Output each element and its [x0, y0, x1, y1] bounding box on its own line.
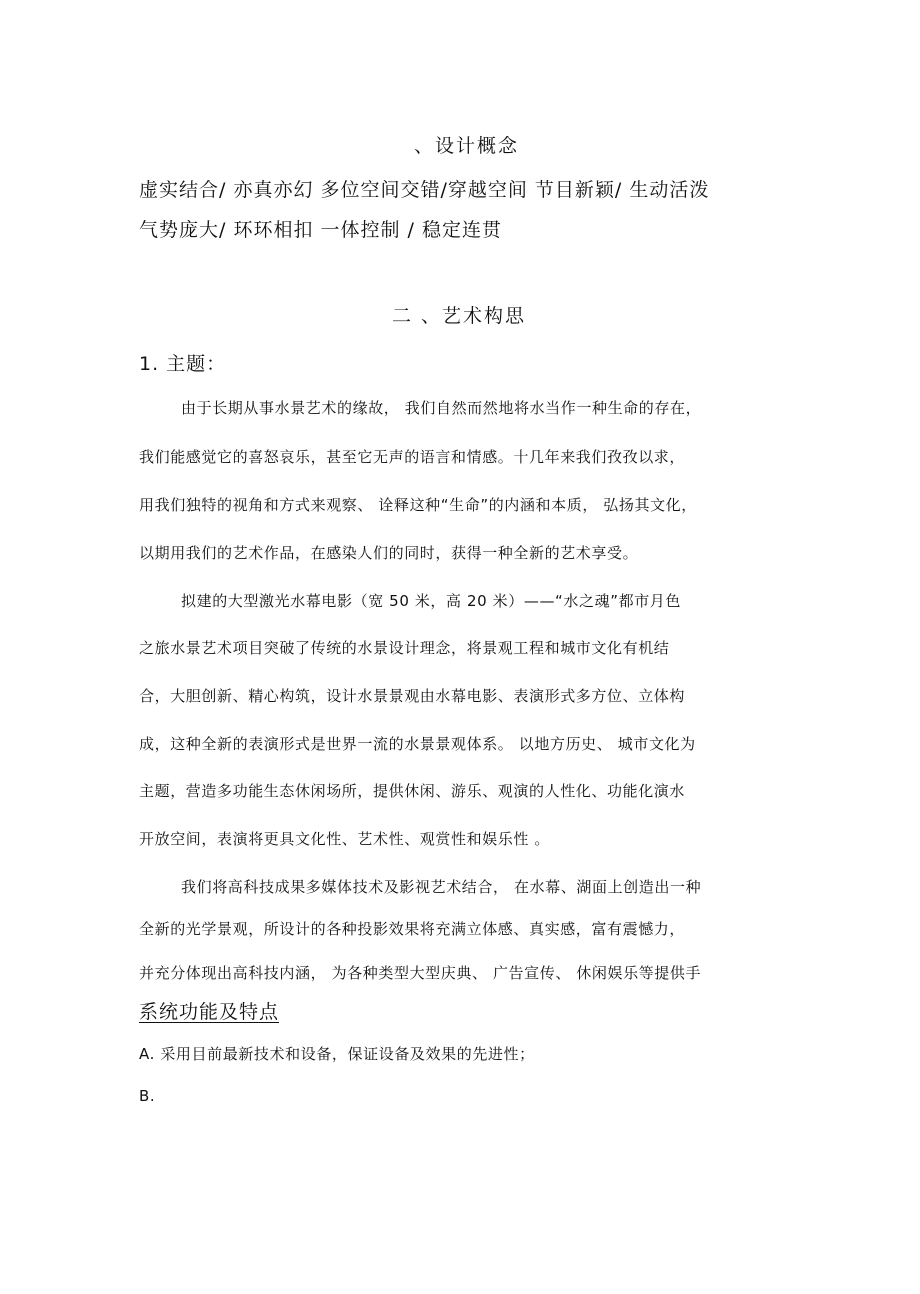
feature-item-a: A. 采用目前最新技术和设备，保证设备及效果的先进性； [139, 1045, 535, 1063]
paragraph-1-line-3: 用我们独特的视角和方式来观察、 诠释这种“生命”的内涵和本质， 弘扬其文化， [139, 496, 697, 514]
features-heading: 系统功能及特点 [139, 1001, 280, 1023]
subheading-theme: 1. 主题： [139, 353, 227, 375]
section-heading-design-concept: 、设计概念 [414, 135, 520, 157]
paragraph-1-line-2: 我们能感觉它的喜怒哀乐，甚至它无声的语言和情感。十几年来我们孜孜以求， [139, 448, 686, 466]
paragraph-3-line-3: 并充分体现出高科技内涵， 为各种类型大型庆典、 广告宣传、 休闲娱乐等提供手 [139, 964, 702, 982]
section-heading-art-concept: 二 、艺术构思 [392, 305, 527, 327]
concept-line-2: 气势庞大/ 环环相扣 一体控制 / 稳定连贯 [139, 219, 502, 241]
feature-item-b: B. [139, 1087, 156, 1105]
paragraph-2-line-6: 开放空间，表演将更具文化性、艺术性、观赏性和娱乐性 。 [139, 830, 550, 848]
paragraph-2-line-3: 合，大胆创新、精心构筑，设计水景景观由水幕电影、表演形式多方位、立体构 [139, 687, 686, 705]
paragraph-3-line-2: 全新的光学景观，所设计的各种投影效果将充满立体感、真实感，富有震憾力， [139, 920, 686, 938]
paragraph-2-line-2: 之旅水景艺术项目突破了传统的水景设计理念，将景观工程和城市文化有机结 [139, 639, 670, 657]
paragraph-1-line-4: 以期用我们的艺术作品，在感染人们的同时，获得一种全新的艺术享受。 [139, 544, 639, 562]
paragraph-3-line-1: 我们将高科技成果多媒体技术及影视艺术结合， 在水幕、湖面上创造出一种 [181, 878, 702, 896]
concept-line-1: 虚实结合/ 亦真亦幻 多位空间交错/穿越空间 节目新颖/ 生动活泼 [139, 179, 710, 201]
paragraph-2-line-1: 拟建的大型激光水幕电影（宽 50 米，高 20 米）——“水之魂”都市月色 [181, 592, 681, 610]
paragraph-2-line-5: 主题，营造多功能生态休闲场所，提供休闲、游乐、观演的人性化、功能化演水 [139, 782, 686, 800]
paragraph-2-line-4: 成，这种全新的表演形式是世界一流的水景景观体系。 以地方历史、 城市文化为 [139, 735, 696, 753]
paragraph-1-line-1: 由于长期从事水景艺术的缘故， 我们自然而然地将水当作一种生命的存在， [181, 399, 702, 417]
